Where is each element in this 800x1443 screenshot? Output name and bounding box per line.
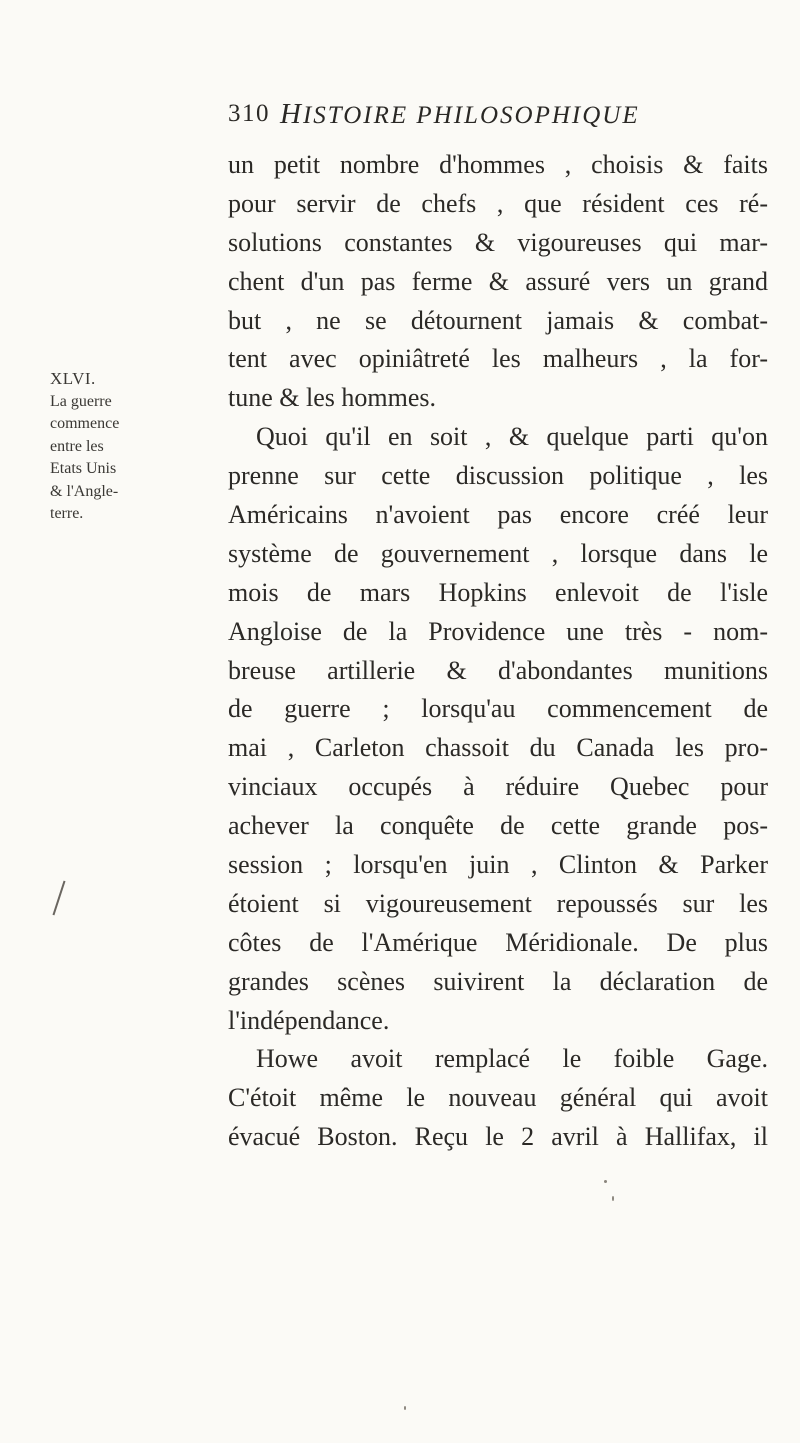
- paper-speck: [604, 1180, 607, 1183]
- text-line: Américains n'avoient pas encore créé leur: [228, 500, 768, 530]
- page-header: [228, 100, 758, 134]
- text-line: C'étoit même le nouveau général qui avoit: [228, 1083, 768, 1113]
- text-line: tent avec opiniâtreté les malheurs , la for-: [228, 344, 768, 374]
- text-line: prenne sur cette discussion politique , les: [228, 461, 768, 491]
- text-line: mois de mars Hopkins enlevoit de l'isle: [228, 577, 768, 607]
- paper-speck: [404, 1406, 406, 1410]
- text-line: chent d'un pas ferme & assuré vers un grand: [228, 266, 768, 296]
- text-line: côtes de l'Amérique Méridionale. De plus: [228, 927, 768, 957]
- body-text: [228, 146, 768, 1157]
- text-line: breuse artillerie & d'abondantes munitions: [228, 655, 768, 685]
- text-line: un petit nombre d'hommes , choisis & faits: [228, 150, 768, 179]
- marginal-note-line: & l'Angle-: [50, 482, 119, 500]
- text-line: grandes scènes suivirent la déclaration de: [228, 966, 768, 996]
- text-line: session ; lorsqu'en juin , Clinton & Parker: [228, 850, 768, 880]
- text-line: mai , Carleton chassoit du Canada les pro-: [228, 733, 768, 763]
- text-line: achever la conquête de cette grande pos-: [228, 811, 768, 841]
- running-title-rest: ISTOIRE PHILOSOPHIQUE: [302, 102, 640, 129]
- text-line: Quoi qu'il en soit , & quelque parti qu'on: [256, 422, 768, 452]
- running-title-initial: H: [280, 98, 303, 130]
- stray-pen-mark: [52, 881, 65, 916]
- marginal-note-line: La guerre: [50, 392, 112, 410]
- text-line: Angloise de la Providence une très - nom-: [228, 616, 768, 646]
- text-line: l'indépendance.: [228, 1005, 390, 1035]
- text-line: étoient si vigoureusement repoussés sur les: [228, 888, 768, 918]
- text-line: de guerre ; lorsqu'au commencement de: [228, 694, 768, 724]
- marginal-note-line: Etats Unis: [50, 460, 117, 477]
- marginal-note: [50, 368, 130, 526]
- page-number: 310: [228, 100, 270, 127]
- text-line: vinciaux occupés à réduire Quebec pour: [228, 772, 768, 802]
- marginal-note-line: commence: [50, 415, 120, 432]
- text-line: système de gouvernement , lorsque dans le: [228, 538, 768, 568]
- text-line: Howe avoit remplacé le foible Gage.: [256, 1044, 768, 1074]
- text-line: solutions constantes & vigoureuses qui mar-: [228, 227, 768, 257]
- text-line: évacué Boston. Reçu le 2 avril à Hallifax, il: [228, 1122, 768, 1152]
- marginal-note-line: terre.: [50, 505, 84, 522]
- marginal-note-line: entre les: [50, 437, 104, 455]
- marginal-note-section-number: XLVI.: [50, 369, 96, 388]
- running-title: [280, 98, 640, 131]
- text-line: pour servir de chefs , que résident ces ré-: [228, 188, 768, 218]
- text-line: tune & les hommes.: [228, 383, 436, 413]
- paper-speck: [612, 1196, 614, 1201]
- text-line: but , ne se détournent jamais & combat-: [228, 305, 768, 335]
